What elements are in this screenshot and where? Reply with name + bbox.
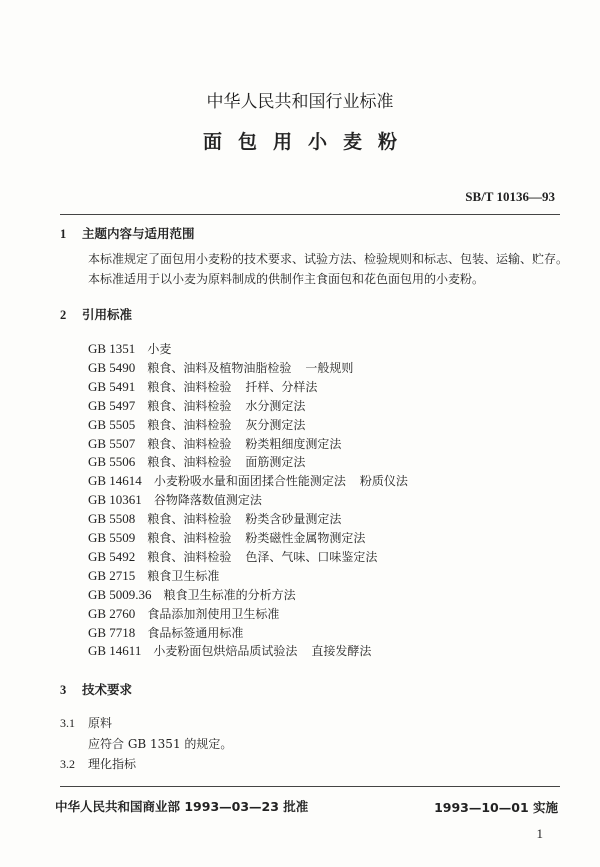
reference-subtitle: 粉类磁性金属物测定法 [245,531,366,545]
section-2-heading [60,305,132,323]
reference-item [88,491,262,508]
reference-item [88,529,365,546]
reference-title: 谷物降落数值测定法 [153,493,262,508]
reference-item [88,567,219,584]
reference-code: GB 2760 [88,605,136,621]
reference-code: GB 10361 [88,492,142,508]
reference-title: 粮食、油料检验 [147,417,232,432]
reference-subtitle: 粉类含砂量测定法 [245,512,342,527]
paragraph: 本标准适用于以小麦为原料制成的供制作主食面包和花色面包用的小麦粉。 [88,272,485,286]
reference-title: 食品添加剂使用卫生标准 [147,606,280,621]
subsection-title: 理化指标 [88,757,137,771]
reference-title: 粮食、油料检验 [147,398,232,413]
effective-date: 1993—10—01 实施 [434,800,558,815]
reference-code: GB 5508 [88,511,136,527]
reference-item [88,642,371,659]
reference-subtitle: 粉类粗细度测定法 [245,436,342,451]
subsection-number: 3.2 [60,757,75,771]
reference-code: GB 5490 [88,359,136,375]
reference-item [88,624,243,641]
document-title: 面包用小麦粉 [202,131,413,153]
reference-subtitle: 扦样、分样法 [245,379,318,394]
reference-code: GB 1351 [88,341,136,356]
reference-title: 粮食、油料检验 [147,549,232,564]
reference-title: 粮食、油料检验 [147,379,232,394]
standard-code: SB/T 10136—93 [465,189,555,204]
reference-code: GB 2715 [88,567,136,583]
reference-item [88,435,341,452]
reference-item [88,472,408,489]
reference-subtitle: 粉质仪法 [359,474,408,489]
reference-code: GB 14614 [88,473,142,489]
approval-text: 中华人民共和国商业部 1993—03—23 批准 [55,799,309,814]
reference-code: GB 5492 [88,548,136,564]
section-title: 主题内容与适用范围 [82,226,195,241]
reference-title: 食品标签通用标准 [147,625,244,640]
reference-item [88,586,296,603]
reference-item [88,416,305,433]
reference-title: 小麦粉面包烘焙品质试验法 [153,644,298,659]
footer-divider [60,786,560,787]
section-title: 引用标准 [82,307,133,322]
reference-code: GB 5505 [88,416,136,432]
paragraph: 本标准规定了面包用小麦粉的技术要求、试验方法、检验规则和标志、包装、运输、贮存。 [88,252,569,266]
section-number: 2 [60,308,67,322]
reference-item [88,605,279,622]
subsection-title: 原料 [88,716,113,730]
paragraph: 应符合 GB 1351 的规定。 [88,737,233,751]
reference-subtitle: 面筋测定法 [245,455,306,470]
reference-title: 粮食卫生标准 [147,568,220,583]
reference-item [88,510,341,527]
reference-item [88,453,305,470]
reference-item [88,378,317,395]
header-divider [60,214,560,215]
reference-code: GB 5497 [88,397,136,413]
reference-title: 小麦 [147,342,172,356]
reference-code: GB 5507 [88,435,136,451]
reference-code: GB 5009.36 [88,586,152,602]
reference-code: GB 5506 [88,454,136,470]
reference-subtitle: 直接发酵法 [311,644,372,659]
standard-organization-title: 中华人民共和国行业标准 [206,92,394,112]
section-3-heading [60,680,132,698]
section-title: 技术要求 [82,682,133,697]
section-number: 1 [60,227,67,241]
reference-title: 粮食、油料检验 [147,436,232,451]
subsection-number: 3.1 [60,716,75,730]
subsection-3-2-heading [60,755,136,772]
reference-item [88,548,377,565]
page-number: 1 [536,826,543,841]
reference-item [88,340,171,357]
reference-code: GB 14611 [88,643,142,659]
reference-subtitle: 色泽、气味、口味鉴定法 [245,549,378,564]
reference-title: 粮食、油料检验 [147,531,232,545]
section-1-heading [60,224,195,242]
reference-subtitle: 灰分测定法 [245,417,306,432]
reference-title: 粮食卫生标准的分析方法 [163,587,296,602]
subsection-3-1-heading [60,714,112,731]
reference-title: 小麦粉吸水量和面团揉合性能测定法 [153,474,346,489]
reference-subtitle: 一般规则 [305,360,354,375]
reference-item [88,359,353,376]
reference-subtitle: 水分测定法 [245,398,306,413]
reference-title: 粮食、油料及植物油脂检验 [147,360,292,375]
section-number: 3 [60,683,67,697]
reference-title: 粮食、油料检验 [147,512,232,527]
reference-item [88,397,305,414]
reference-title: 粮食、油料检验 [147,455,232,470]
reference-code: GB 5491 [88,378,136,394]
reference-code: GB 7718 [88,624,136,640]
reference-code: GB 5509 [88,530,136,545]
